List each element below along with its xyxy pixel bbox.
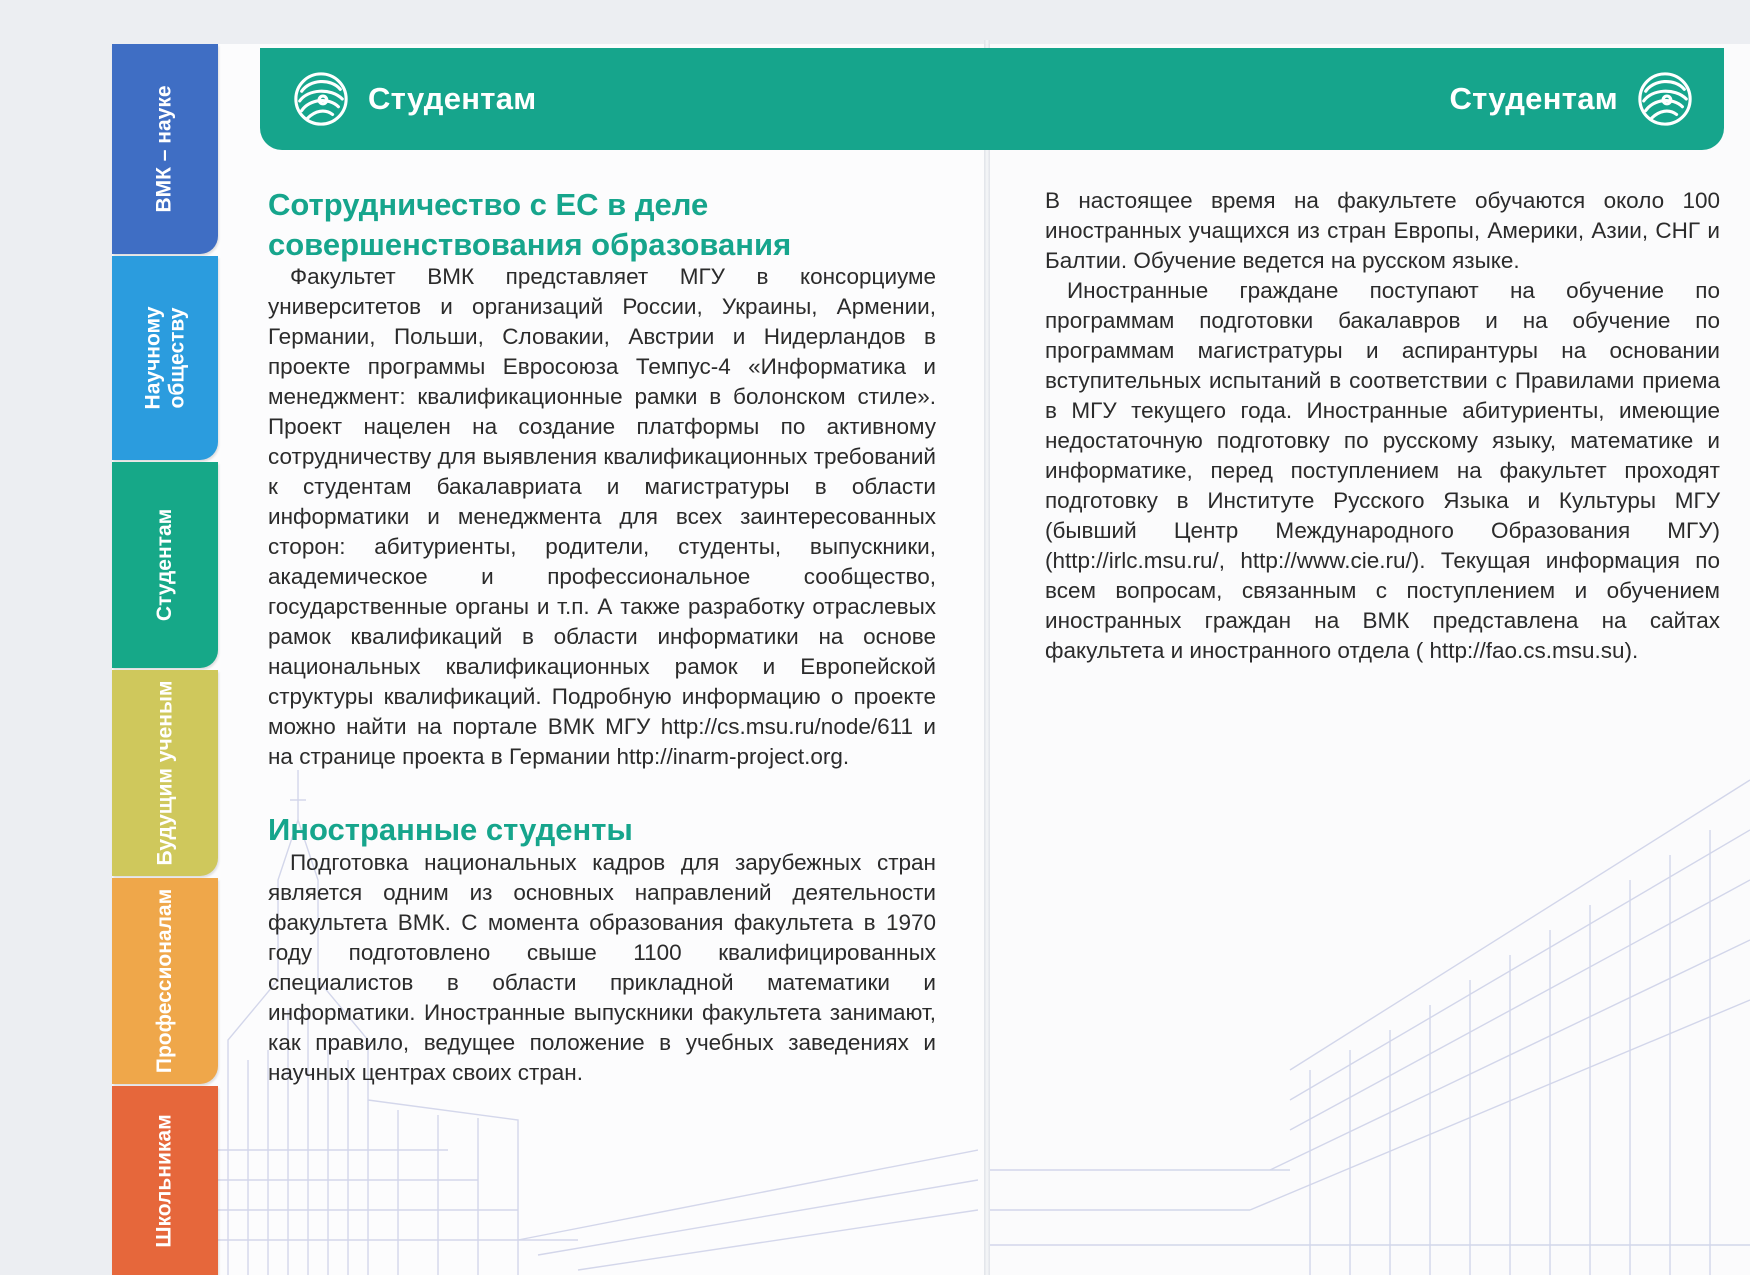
page-title: Студентам — [1449, 81, 1618, 116]
tab-label: Студентам — [153, 508, 177, 622]
tab-scientific-community[interactable] — [112, 256, 218, 460]
header-band-left — [260, 48, 986, 150]
tab-vmk-science[interactable] — [112, 44, 218, 254]
swirl-logo-icon — [292, 70, 350, 128]
book-spine — [984, 40, 990, 1275]
paragraph-current-students: В настоящее время на факультете обучаются около 100 иностранных учащихся из стран Европы, Америки, Азии, СНГ и Балтии. Обучение ведется на русском языке. — [1045, 188, 1720, 273]
section-tabs — [112, 44, 218, 1275]
tab-label: Школьникам — [153, 1113, 176, 1248]
tab-label: Будущим ученым — [153, 680, 177, 866]
paragraph-admission: Иностранные граждане поступают на обучение по программам подготовки бакалавров и на обучение по программам магистратуры и аспирантуры на основании вступительных испытаний в соответствии с Правилами приема в МГУ текущего года. Иностранные абитуриенты, имеющие недостаточную подготовку по русскому языку, математике и информатике, перед поступлением на факультет проходят подготовку в Институте Русского Языка и Культуры МГУ (бывший Центр Международного Образования МГУ) (http://irlc.msu.ru/, http://www.cie.ru/). Текущая информация по всем вопросам, связанным с поступлением и обучением иностранных граждан на ВМК представлена на сайтах факультета и иностранного отдела ( http://fao.cs.msu.su). — [1045, 278, 1720, 663]
header-band-right — [986, 48, 1724, 150]
tab-professionals[interactable] — [112, 878, 218, 1084]
tab-students[interactable] — [112, 462, 218, 668]
tab-label: Профессионалам — [153, 888, 177, 1074]
swirl-logo-icon — [1636, 70, 1694, 128]
tab-schoolchildren[interactable] — [112, 1086, 218, 1275]
section-heading-foreign-students: Иностранные студенты — [268, 812, 633, 847]
section-heading-eu-cooperation: Сотрудничество с ЕС в деле совершенствования образования — [268, 187, 792, 262]
tab-label: Научному обществу — [140, 306, 188, 410]
tab-label: ВМК – науке — [153, 85, 176, 213]
paragraph-eu-cooperation: Факультет ВМК представляет МГУ в консорциуме университетов и организаций России, Украины, Армении, Германии, Польши, Словакии, Австрии и Нидерландов в проекте программы Евросоюза Темпус-4 «Информатика и менеджмент: квалификационные рамки в болонском стиле». Проект нацелен на создание платформы по активному сотрудничеству для выявления квалификационных требований к студентам бакалавриата и магистратуры в области информатики и менеджмента для всех заинтересованных сторон: абитуриенты, родители, студенты, выпускники, академическое и профессиональное сообщество, государственные органы и т.п. А также разработку отраслевых рамок квалификаций в области информатики на основе национальных квалификационных рамок и Европейской структуры квалификаций. Подробную информацию о проекте можно найти на портале ВМК МГУ http://cs.msu.ru/node/611 и на странице проекта в Германии http://inarm-project.org. — [268, 264, 936, 769]
page-title: Студентам — [368, 81, 537, 116]
paragraph-foreign-students: Подготовка национальных кадров для зарубежных стран является одним из основных направлений деятельности факультета ВМК. С момента образования факультета в 1970 году подготовлено свыше 1100 квалифицированных специалистов в области прикладной математики и информатики. Иностранные выпускники факультета занимают, как правило, ведущее положение в учебных заведениях и научных центрах своих стран. — [268, 850, 936, 1085]
tab-future-scientists[interactable] — [112, 670, 218, 876]
